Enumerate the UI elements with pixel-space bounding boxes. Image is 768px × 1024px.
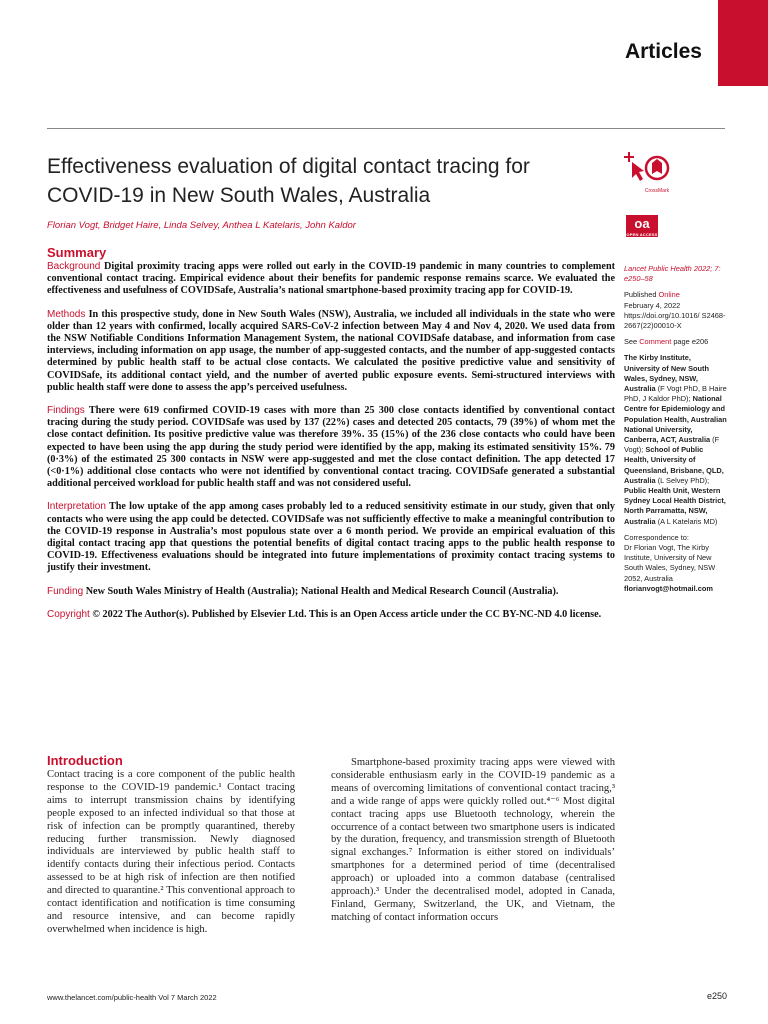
footer-page-number: e250 bbox=[706, 991, 727, 1001]
abstract-findings bbox=[47, 405, 615, 490]
abstract-label: Interpretation bbox=[47, 501, 106, 513]
correspondence-email[interactable]: florianvogt@hotmail.com bbox=[624, 583, 713, 593]
article-title: Effectiveness evaluation of digital contact tracing for COVID-19 in New South Wales, Australia bbox=[47, 155, 530, 207]
affiliation-authors: (L Selvey PhD); bbox=[655, 475, 710, 485]
summary-heading: Summary bbox=[47, 245, 107, 260]
footer-journal-info: www.thelancet.com/public-health Vol 7 March 2022 bbox=[47, 993, 217, 1002]
abstract-interpretation bbox=[47, 501, 615, 574]
sidebar-correspondence bbox=[624, 533, 728, 594]
abstract-label: Funding bbox=[47, 585, 84, 597]
abstract-text: In this prospective study, done in New South Wales (NSW), Australia, we included all individuals in the state who were older than 12 years with confirmed, locally acquired SARS-CoV-2 infection between May 4 and Nov 4, 2020. We used data from the NSW Notifiable Conditions Information Management System, the national COVIDSafe database, and information from case interviews, including information on app usage, the number of app-suggested contacts, and the number of app-suggested contacts determined by public health staff to be actual close contacts. We calculated the positive predictive value and sensitivity of COVIDSafe, its additional contact yield, and the number of averted public exposure events. Semi-structured interviews with public health staff were done to assess the app’s perceived usefulness. bbox=[47, 308, 615, 393]
comment-link[interactable]: Comment bbox=[639, 337, 672, 347]
section-label: Articles bbox=[624, 40, 702, 63]
sidebar-notes bbox=[624, 264, 728, 600]
summary-block bbox=[47, 245, 615, 632]
sidebar-affiliations bbox=[624, 353, 728, 526]
header-red-bar bbox=[718, 0, 768, 86]
affiliation-authors: (A L Katelaris MD) bbox=[655, 516, 718, 526]
affiliation: The Kirby Institute, University of New South Wales, Sydney, NSW, Australia bbox=[624, 353, 710, 394]
abstract-text: New South Wales Ministry of Health (Australia); National Health and Medical Research Council (Australia). bbox=[85, 585, 559, 597]
affiliation-authors: (F Vogt PhD, B Haire PhD, J Kaldor PhD); bbox=[624, 384, 727, 404]
abstract-funding bbox=[47, 586, 615, 598]
introduction-column-2 bbox=[331, 757, 615, 925]
abstract-label: Methods bbox=[47, 308, 86, 320]
oa-sublabel: OPEN ACCESS bbox=[626, 232, 658, 237]
abstract-label: Findings bbox=[47, 405, 85, 417]
sidebar-publication bbox=[624, 290, 728, 331]
oa-label: oa bbox=[634, 216, 650, 231]
abstract-text: © 2022 The Author(s). Published by Elsevier Ltd. This is an Open Access article under the CC BY-NC-ND 4.0 license. bbox=[92, 608, 602, 620]
see-prefix: See bbox=[624, 337, 640, 347]
abstract-text: The low uptake of the app among cases probably led to a reduced sensitivity estimate in our study, given that only contacts who were using the app could be detected. COVIDSafe was not sufficiently effective to make a meaningful contribution to the COVID-19 response in Australia’s most populous state over a 6 month period. We provide an empirical evaluation of this digital contact tracing app that questions the potential benefits of digital contact tracing apps to the public health response to COVID-19. Effectiveness evaluations should be integrated into future implementations of proximity contact tracing systems to justify their investment. bbox=[47, 501, 615, 574]
sidebar-journal: Lancet Public Health 2022; 7: e250–58 bbox=[624, 264, 721, 284]
affiliation: Public Health Unit, Western Sydney Local Health District, North Parramatta, NSW, Australia bbox=[624, 486, 726, 526]
introduction-heading: Introduction bbox=[47, 753, 123, 768]
introduction-paragraph: Smartphone-based proximity tracing apps were viewed with considerable enthusiasm early in the COVID-19 pandemic as a means of overcoming limitations of conventional contact tracing,³ and a wide range of apps were quickly rolled out.⁴⁻⁶ Most digital contact tracing apps use Bluetooth technology, wherein the occurrence of a contact between two smartphone users is indicated by the duration, frequency, and transmission strength of Bluetooth signal exchanges.⁷ Information is either stored on individuals’ smartphones for a determined period of time (decentralised approach) or uploaded into a common database (centralised approach).³ Under the decentralised model, adopted in Canada, Finland, Germany, Switzerland, the UK, and Vietnam, the matching of contact information occurs bbox=[331, 757, 615, 923]
published-date: February 4, 2022 bbox=[624, 300, 681, 310]
affiliation: School of Public Health, University of Queensland, Brisbane, QLD, Australia bbox=[624, 445, 724, 485]
introduction-paragraph: Contact tracing is a core component of the public health response to the COVID-19 pandemic.¹ Contact tracing aims to interrupt transmission chains by identifying people exposed to an infected individual so that those at risk of infection can be promptly quarantined, thereby reducing further transmission. Newly diagnosed individuals are interviewed by public health staff to identify contacts during their infectious period. Contacts assessed to be at high risk of infection are then notified and directed to quarantine.² This conventional approach to contact identification and notification is time consuming and resource intensive, and can become rapidly overwhelmed when incidence is high. bbox=[47, 769, 295, 935]
doi-link[interactable]: https://doi.org/10.1016/ S2468-2667(22)00010-X bbox=[624, 310, 726, 331]
see-suffix: page e206 bbox=[671, 337, 709, 347]
abstract-methods bbox=[47, 309, 615, 394]
correspondence-heading: Correspondence to: bbox=[624, 532, 689, 542]
crossmark-label: CrossMark bbox=[644, 188, 670, 194]
abstract-text: There were 619 confirmed COVID-19 cases with more than 25 300 close contacts identified by conventional contact tracing during the study period. COVIDSafe was used by 137 (22%) cases and detected 205 contacts, 79 (39%) of whom met the close contact definition. Its positive predictive value was therefore 39%. 35 (15%) of the 236 close contacts who could have been expected to have been using the app during the study period were identified by the app, making its estimated sensitivity 15%. 79 (0·3%) of the estimated 25 300 contacts in NSW were app-suggested and met the close contact definition. The app detected 17 (<0·1%) additional close contacts who were not identified by conventional contact tracing. COVIDSafe generated a substantial additional perceived workload for public health staff and was not considered useful. bbox=[47, 405, 615, 490]
article-authors: Florian Vogt, Bridget Haire, Linda Selvey, Anthea L Katelaris, John Kaldor bbox=[47, 220, 356, 231]
abstract-text: Digital proximity tracing apps were rolled out early in the COVID-19 pandemic in many countries to complement conventional contact tracing. Empirical evidence about their benefits for pandemic response remains scarce. We evaluated the effectiveness and usefulness of COVIDSafe, Australia’s national smartphone-based proximity tracing app for COVID-19. bbox=[47, 261, 615, 297]
published-online-link[interactable]: Online bbox=[658, 290, 680, 300]
sidebar-see-comment bbox=[624, 337, 728, 347]
affiliation: National Centre for Epidemiology and Population Health, Australian National University, Canberra, ACT, Australia bbox=[624, 394, 727, 445]
abstract-copyright bbox=[47, 609, 615, 621]
abstract-background bbox=[47, 261, 615, 298]
abstract-label: Copyright bbox=[47, 608, 90, 620]
crossmark-icon[interactable] bbox=[623, 150, 671, 196]
open-access-icon bbox=[626, 215, 658, 237]
header-rule bbox=[47, 128, 725, 129]
correspondence-address: Dr Florian Vogt, The Kirby Institute, University of New South Wales, Sydney, NSW 2052, Australia bbox=[624, 543, 716, 583]
introduction-column-1 bbox=[47, 753, 295, 937]
affiliation-authors: (F Vogt); bbox=[624, 435, 720, 455]
published-prefix: Published bbox=[624, 290, 659, 300]
abstract-label: Background bbox=[47, 261, 101, 272]
